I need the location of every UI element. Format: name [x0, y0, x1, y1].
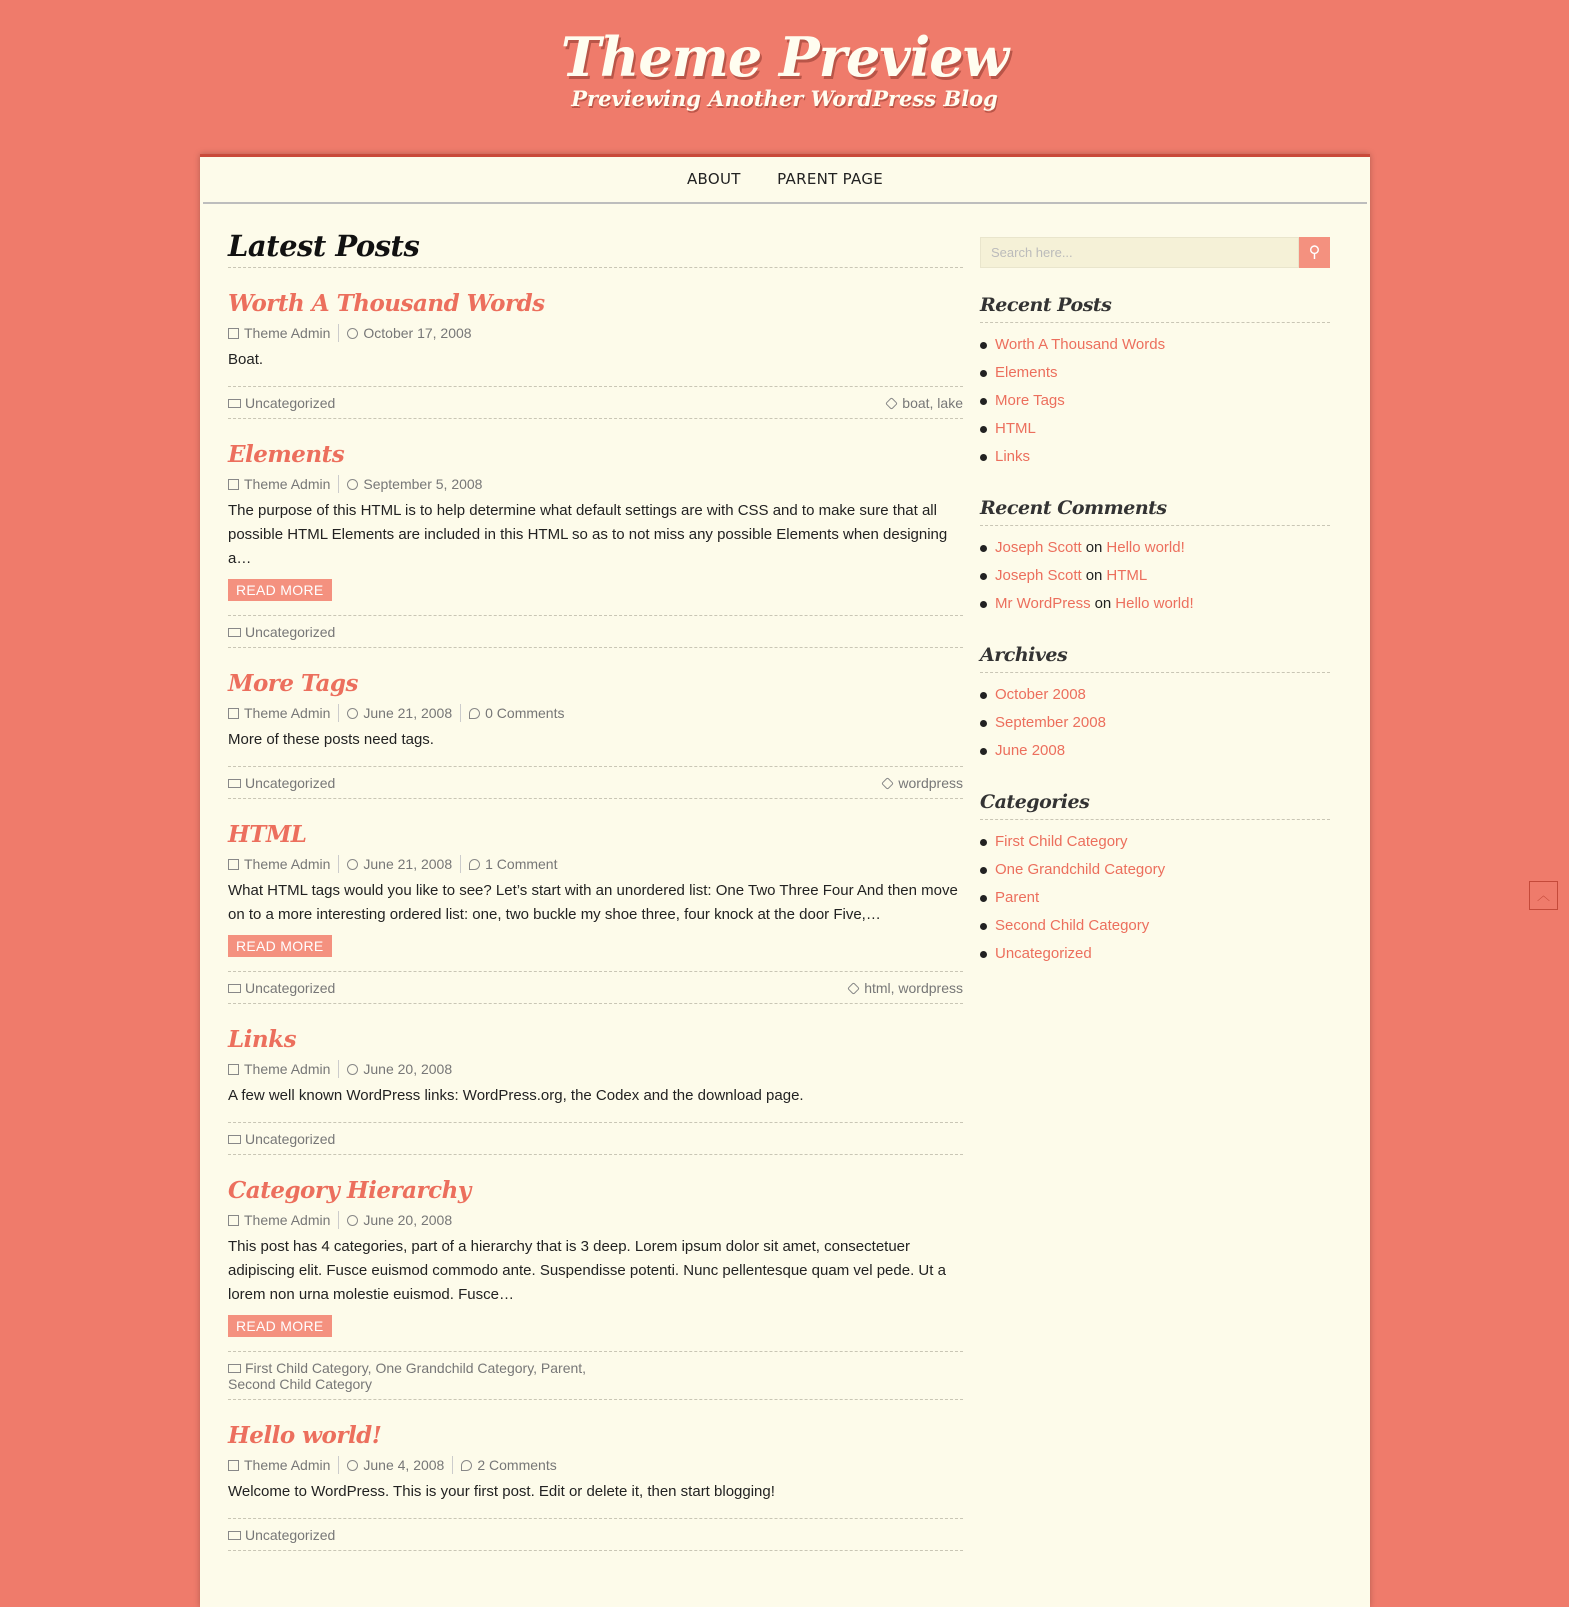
category-link[interactable]: Parent — [995, 889, 1040, 906]
clock-icon — [347, 1215, 358, 1226]
post-item — [228, 1422, 963, 1551]
sidebar — [980, 237, 1330, 968]
meta-divider — [452, 1456, 453, 1474]
comment-connector: on — [1085, 567, 1103, 584]
post-meta — [228, 1060, 963, 1078]
read-more-button[interactable]: READ MORE — [228, 935, 332, 957]
widget-title: Archives — [980, 644, 1330, 673]
post-categories-links[interactable]: Uncategorized — [245, 980, 336, 996]
post-item — [228, 1177, 963, 1400]
author-icon — [228, 328, 239, 339]
post-meta — [228, 475, 963, 493]
list-item — [980, 534, 1330, 562]
tag-icon — [885, 397, 898, 410]
recent-post-link[interactable]: HTML — [995, 420, 1036, 437]
post-author[interactable]: Theme Admin — [244, 856, 331, 872]
meta-divider — [338, 324, 339, 342]
post-comments-link[interactable]: 1 Comment — [485, 856, 558, 872]
post-tags — [883, 775, 963, 791]
post-categories-links[interactable]: Uncategorized — [245, 1131, 336, 1147]
post-author[interactable]: Theme Admin — [244, 705, 331, 721]
archive-link[interactable]: October 2008 — [995, 686, 1086, 703]
post-author[interactable]: Theme Admin — [244, 325, 331, 341]
author-icon — [228, 1064, 239, 1075]
post-categories-links[interactable]: Uncategorized — [245, 775, 336, 791]
post-meta — [228, 1456, 963, 1474]
archive-link[interactable]: September 2008 — [995, 714, 1106, 731]
content-container — [200, 154, 1370, 1607]
comment-connector: on — [1094, 595, 1112, 612]
folder-icon — [228, 1531, 241, 1540]
post-title[interactable]: More Tags — [228, 670, 358, 697]
tag-icon — [882, 777, 895, 790]
clock-icon — [347, 859, 358, 870]
comment-connector: on — [1085, 539, 1103, 556]
folder-icon — [228, 399, 241, 408]
page-title: Latest Posts — [228, 229, 963, 268]
site-title[interactable]: Theme Preview — [560, 25, 1009, 89]
read-more-button[interactable]: READ MORE — [228, 579, 332, 601]
post-date[interactable]: June 21, 2008 — [363, 856, 453, 872]
category-link[interactable]: Second Child Category — [995, 917, 1150, 934]
archives-list — [980, 681, 1330, 765]
categories-list — [980, 828, 1330, 968]
tag-icon — [847, 982, 860, 995]
widget-archives — [980, 644, 1330, 765]
post-author[interactable]: Theme Admin — [244, 1212, 331, 1228]
post-date[interactable]: September 5, 2008 — [363, 476, 483, 492]
comment-icon — [469, 859, 480, 870]
clock-icon — [347, 479, 358, 490]
comment-post-link[interactable]: Hello world! — [1106, 539, 1185, 556]
list-item — [980, 681, 1330, 709]
post-excerpt: What HTML tags would you like to see? Let’s start with an unordered list: One Two Three Four And then move on to a more interesting ordered list: one, two buckle my shoe three, four knock at the door Five,… — [228, 882, 958, 923]
widget-categories — [980, 791, 1330, 968]
comment-author-link[interactable]: Joseph Scott — [995, 567, 1082, 584]
post-date[interactable]: June 20, 2008 — [363, 1212, 453, 1228]
main-nav — [203, 157, 1367, 204]
comment-author-link[interactable]: Joseph Scott — [995, 539, 1082, 556]
author-icon — [228, 1215, 239, 1226]
list-item — [980, 590, 1330, 618]
post-footer — [228, 386, 963, 418]
post-comments-link[interactable]: 2 Comments — [477, 1457, 557, 1473]
list-item — [980, 415, 1330, 443]
post-comments-link[interactable]: 0 Comments — [485, 705, 565, 721]
recent-posts-list — [980, 331, 1330, 471]
post-footer — [228, 766, 963, 798]
post-item — [228, 821, 963, 1004]
search-input[interactable]: Search here... — [980, 237, 1299, 268]
post-categories — [228, 775, 335, 791]
post-footer — [228, 1518, 963, 1550]
meta-divider — [338, 1060, 339, 1078]
list-item — [980, 443, 1330, 471]
post-categories-links[interactable]: Uncategorized — [245, 1527, 336, 1543]
list-item — [980, 359, 1330, 387]
author-icon — [228, 1460, 239, 1471]
post-date[interactable]: October 17, 2008 — [363, 325, 472, 341]
post-item — [228, 441, 963, 648]
list-item — [980, 856, 1330, 884]
author-icon — [228, 479, 239, 490]
widget-title: Categories — [980, 791, 1330, 820]
category-link[interactable]: Uncategorized — [995, 945, 1092, 962]
clock-icon — [347, 1064, 358, 1075]
post-title[interactable]: Worth A Thousand Words — [228, 290, 545, 317]
author-icon — [228, 859, 239, 870]
post-categories — [228, 980, 335, 996]
meta-divider — [338, 1456, 339, 1474]
post-tags-links[interactable]: html, wordpress — [864, 980, 963, 996]
post-categories-links[interactable]: First Child Category, One Grandchild Category, Parent, Second Child Category — [228, 1360, 587, 1392]
list-item — [980, 828, 1330, 856]
post-date[interactable]: June 20, 2008 — [363, 1061, 453, 1077]
clock-icon — [347, 1460, 358, 1471]
clock-icon — [347, 328, 358, 339]
comment-icon — [469, 708, 480, 719]
recent-post-link[interactable]: Worth A Thousand Words — [995, 336, 1166, 353]
meta-divider — [460, 704, 461, 722]
comment-author-link[interactable]: Mr WordPress — [995, 595, 1091, 612]
post-excerpt: The purpose of this HTML is to help determine what default settings are with CSS and to make sure that all possible HTML Elements are included in this HTML so as to not miss any possible Elements when designing a… — [228, 502, 948, 567]
post-tags — [849, 980, 963, 996]
widget-recent-comments — [980, 497, 1330, 618]
post-categories — [228, 624, 335, 640]
folder-icon — [228, 779, 241, 788]
folder-icon — [228, 1135, 241, 1144]
post-item — [228, 670, 963, 799]
post-title[interactable]: Category Hierarchy — [228, 1177, 471, 1204]
list-item — [980, 387, 1330, 415]
category-link[interactable]: One Grandchild Category — [995, 861, 1166, 878]
post-excerpt: This post has 4 categories, part of a hierarchy that is 3 deep. Lorem ipsum dolor sit amet, consectetuer adipiscing elit. Fusce euismod commodo ante. Suspendisse potenti. Nunc pellentesque quam vel pede. Ut a lorem non urna molestie euismod. Fusce… — [228, 1238, 946, 1303]
main-content — [228, 229, 963, 1551]
site-description: Previewing Another WordPress Blog — [571, 86, 998, 111]
widget-title: Recent Comments — [980, 497, 1330, 526]
list-item — [980, 912, 1330, 940]
search-button[interactable] — [1299, 237, 1330, 268]
meta-divider — [460, 855, 461, 873]
category-link[interactable]: First Child Category — [995, 833, 1128, 850]
post-categories — [228, 1131, 335, 1147]
meta-divider — [338, 704, 339, 722]
nav-item-about[interactable]: ABOUT — [686, 170, 741, 188]
post-author[interactable]: Theme Admin — [244, 1061, 331, 1077]
nav-item-parent-page[interactable]: PARENT PAGE — [777, 170, 884, 188]
site-header — [0, 0, 1569, 128]
post-meta — [228, 855, 963, 873]
post-meta — [228, 704, 963, 722]
list-item — [980, 737, 1330, 765]
post-tags — [887, 395, 963, 411]
comment-icon — [461, 1460, 472, 1471]
post-date[interactable]: June 21, 2008 — [363, 705, 453, 721]
widget-title: Recent Posts — [980, 294, 1330, 323]
post-meta — [228, 324, 963, 342]
read-more-button[interactable]: READ MORE — [228, 1315, 332, 1337]
post-excerpt: Welcome to WordPress. This is your first post. Edit or delete it, then start blogging! — [228, 1483, 775, 1500]
post-meta — [228, 1211, 963, 1229]
post-item — [228, 290, 963, 419]
list-item — [980, 331, 1330, 359]
post-excerpt: More of these posts need tags. — [228, 731, 434, 748]
list-item — [980, 562, 1330, 590]
post-author[interactable]: Theme Admin — [244, 476, 331, 492]
post-title[interactable]: Links — [228, 1026, 297, 1053]
scroll-to-top-button[interactable] — [1529, 881, 1558, 910]
post-footer — [228, 615, 963, 647]
post-date[interactable]: June 4, 2008 — [363, 1457, 445, 1473]
author-icon — [228, 708, 239, 719]
post-title[interactable]: Elements — [228, 441, 345, 468]
post-excerpt: A few well known WordPress links: WordPress.org, the Codex and the download page. — [228, 1087, 804, 1104]
search-icon: ⚲ — [1308, 244, 1321, 261]
post-tags-links[interactable]: wordpress — [898, 775, 963, 791]
post-title[interactable]: Hello world! — [228, 1422, 382, 1449]
search-form — [980, 237, 1330, 268]
list-item — [980, 884, 1330, 912]
post-categories — [228, 1527, 335, 1543]
post-title[interactable]: HTML — [228, 821, 307, 848]
recent-post-link[interactable]: More Tags — [995, 392, 1065, 409]
post-item — [228, 1026, 963, 1155]
folder-icon — [228, 628, 241, 637]
recent-post-link[interactable]: Links — [995, 448, 1031, 465]
widget-recent-posts — [980, 294, 1330, 471]
chevron-up-icon: ︿ — [1536, 888, 1550, 903]
meta-divider — [338, 1211, 339, 1229]
recent-comments-list — [980, 534, 1330, 618]
post-categories-links[interactable]: Uncategorized — [245, 395, 336, 411]
comment-post-link[interactable]: HTML — [1106, 567, 1148, 584]
comment-post-link[interactable]: Hello world! — [1115, 595, 1194, 612]
post-categories — [228, 1360, 588, 1392]
post-categories — [228, 395, 335, 411]
post-tags-links[interactable]: boat, lake — [902, 395, 963, 411]
list-item — [980, 940, 1330, 968]
post-footer — [228, 1351, 963, 1399]
post-footer — [228, 1122, 963, 1154]
post-footer — [228, 971, 963, 1003]
folder-icon — [228, 1364, 241, 1373]
folder-icon — [228, 984, 241, 993]
post-list — [228, 290, 963, 1551]
recent-post-link[interactable]: Elements — [995, 364, 1058, 381]
meta-divider — [338, 475, 339, 493]
post-categories-links[interactable]: Uncategorized — [245, 624, 336, 640]
list-item — [980, 709, 1330, 737]
post-author[interactable]: Theme Admin — [244, 1457, 331, 1473]
clock-icon — [347, 708, 358, 719]
meta-divider — [338, 855, 339, 873]
archive-link[interactable]: June 2008 — [995, 742, 1066, 759]
post-excerpt: Boat. — [228, 351, 264, 368]
